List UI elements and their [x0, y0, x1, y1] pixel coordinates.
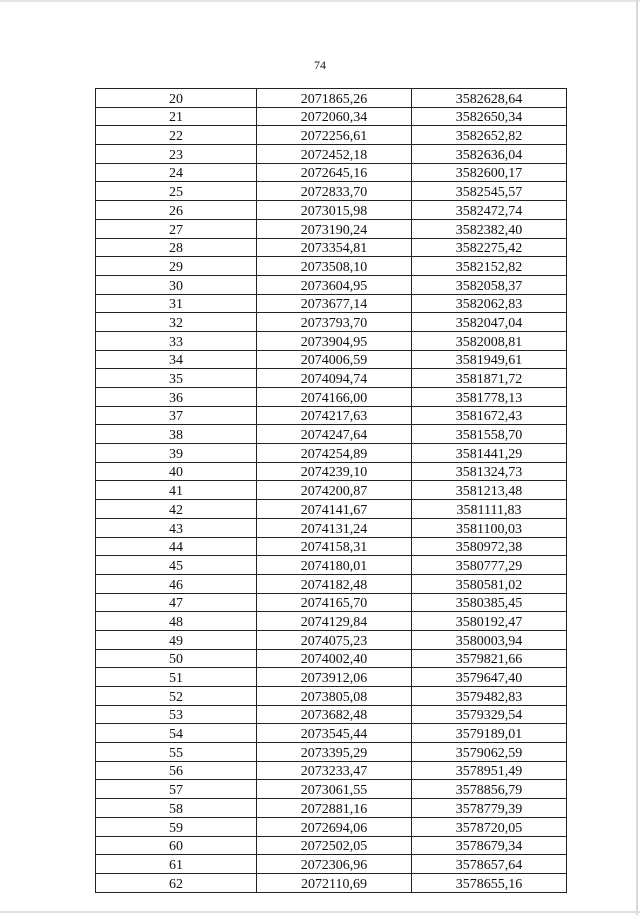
y-coordinate-cell: 3582047,04: [412, 313, 567, 332]
table-row: [96, 444, 567, 463]
y-coordinate-cell: 3578720,05: [412, 817, 567, 836]
y-coordinate-cell: 3578657,64: [412, 855, 567, 874]
table-row: [96, 668, 567, 687]
x-coordinate-cell: 2073682,48: [257, 705, 412, 724]
table-row: [96, 219, 567, 238]
y-coordinate-cell: 3580192,47: [412, 612, 567, 631]
point-number-cell: 21: [96, 107, 257, 126]
table-row: [96, 331, 567, 350]
point-number-cell: 49: [96, 630, 257, 649]
table-row: [96, 406, 567, 425]
table-row: [96, 350, 567, 369]
table-row: [96, 799, 567, 818]
x-coordinate-cell: 2072060,34: [257, 107, 412, 126]
x-coordinate-cell: 2073508,10: [257, 257, 412, 276]
x-coordinate-cell: 2072694,06: [257, 817, 412, 836]
x-coordinate-cell: 2073604,95: [257, 275, 412, 294]
x-coordinate-cell: 2072306,96: [257, 855, 412, 874]
table-row: [96, 369, 567, 388]
table-row: [96, 201, 567, 220]
point-number-cell: 22: [96, 126, 257, 145]
point-number-cell: 25: [96, 182, 257, 201]
table-row: [96, 107, 567, 126]
x-coordinate-cell: 2073395,29: [257, 743, 412, 762]
x-coordinate-cell: 2072110,69: [257, 873, 412, 892]
x-coordinate-cell: 2074217,63: [257, 406, 412, 425]
y-coordinate-cell: 3581213,48: [412, 481, 567, 500]
x-coordinate-cell: 2074239,10: [257, 462, 412, 481]
y-coordinate-cell: 3581100,03: [412, 518, 567, 537]
point-number-cell: 38: [96, 425, 257, 444]
point-number-cell: 40: [96, 462, 257, 481]
table-row: [96, 257, 567, 276]
point-number-cell: 20: [96, 89, 257, 108]
x-coordinate-cell: 2073061,55: [257, 780, 412, 799]
point-number-cell: 57: [96, 780, 257, 799]
y-coordinate-cell: 3580972,38: [412, 537, 567, 556]
scan-edge-bottom: [0, 911, 640, 913]
table-row: [96, 836, 567, 855]
x-coordinate-cell: 2074166,00: [257, 388, 412, 407]
x-coordinate-cell: 2072452,18: [257, 145, 412, 164]
point-number-cell: 53: [96, 705, 257, 724]
table-row: [96, 630, 567, 649]
point-number-cell: 29: [96, 257, 257, 276]
x-coordinate-cell: 2074006,59: [257, 350, 412, 369]
table-row: [96, 294, 567, 313]
y-coordinate-cell: 3582008,81: [412, 331, 567, 350]
point-number-cell: 55: [96, 743, 257, 762]
point-number-cell: 23: [96, 145, 257, 164]
table-row: [96, 313, 567, 332]
y-coordinate-cell: 3579821,66: [412, 649, 567, 668]
coordinates-table: [95, 88, 567, 893]
table-row: [96, 817, 567, 836]
point-number-cell: 34: [96, 350, 257, 369]
y-coordinate-cell: 3582062,83: [412, 294, 567, 313]
x-coordinate-cell: 2073805,08: [257, 687, 412, 706]
y-coordinate-cell: 3579329,54: [412, 705, 567, 724]
table-row: [96, 182, 567, 201]
point-number-cell: 46: [96, 574, 257, 593]
point-number-cell: 54: [96, 724, 257, 743]
table-row: [96, 649, 567, 668]
x-coordinate-cell: 2074158,31: [257, 537, 412, 556]
x-coordinate-cell: 2072645,16: [257, 163, 412, 182]
y-coordinate-cell: 3578951,49: [412, 761, 567, 780]
coordinates-table-body: [96, 89, 567, 893]
y-coordinate-cell: 3581949,61: [412, 350, 567, 369]
x-coordinate-cell: 2074075,23: [257, 630, 412, 649]
table-row: [96, 873, 567, 892]
point-number-cell: 43: [96, 518, 257, 537]
table-row: [96, 761, 567, 780]
table-row: [96, 855, 567, 874]
point-number-cell: 33: [96, 331, 257, 350]
x-coordinate-cell: 2074180,01: [257, 556, 412, 575]
table-row: [96, 556, 567, 575]
x-coordinate-cell: 2073190,24: [257, 219, 412, 238]
point-number-cell: 27: [96, 219, 257, 238]
y-coordinate-cell: 3580777,29: [412, 556, 567, 575]
x-coordinate-cell: 2074200,87: [257, 481, 412, 500]
point-number-cell: 59: [96, 817, 257, 836]
point-number-cell: 44: [96, 537, 257, 556]
table-row: [96, 743, 567, 762]
y-coordinate-cell: 3579647,40: [412, 668, 567, 687]
y-coordinate-cell: 3579189,01: [412, 724, 567, 743]
y-coordinate-cell: 3582152,82: [412, 257, 567, 276]
point-number-cell: 62: [96, 873, 257, 892]
x-coordinate-cell: 2073233,47: [257, 761, 412, 780]
x-coordinate-cell: 2073015,98: [257, 201, 412, 220]
table-row: [96, 238, 567, 257]
table-row: [96, 612, 567, 631]
table-row: [96, 145, 567, 164]
point-number-cell: 36: [96, 388, 257, 407]
x-coordinate-cell: 2073354,81: [257, 238, 412, 257]
y-coordinate-cell: 3581111,83: [412, 500, 567, 519]
point-number-cell: 58: [96, 799, 257, 818]
table-row: [96, 462, 567, 481]
y-coordinate-cell: 3580581,02: [412, 574, 567, 593]
point-number-cell: 48: [96, 612, 257, 631]
x-coordinate-cell: 2072256,61: [257, 126, 412, 145]
x-coordinate-cell: 2074182,48: [257, 574, 412, 593]
x-coordinate-cell: 2073912,06: [257, 668, 412, 687]
x-coordinate-cell: 2072833,70: [257, 182, 412, 201]
scan-edge-top: [0, 0, 640, 2]
x-coordinate-cell: 2074129,84: [257, 612, 412, 631]
point-number-cell: 39: [96, 444, 257, 463]
y-coordinate-cell: 3581871,72: [412, 369, 567, 388]
table-row: [96, 89, 567, 108]
point-number-cell: 28: [96, 238, 257, 257]
point-number-cell: 31: [96, 294, 257, 313]
point-number-cell: 56: [96, 761, 257, 780]
x-coordinate-cell: 2074002,40: [257, 649, 412, 668]
y-coordinate-cell: 3580003,94: [412, 630, 567, 649]
point-number-cell: 24: [96, 163, 257, 182]
table-row: [96, 780, 567, 799]
y-coordinate-cell: 3582600,17: [412, 163, 567, 182]
point-number-cell: 26: [96, 201, 257, 220]
y-coordinate-cell: 3582545,57: [412, 182, 567, 201]
y-coordinate-cell: 3582636,04: [412, 145, 567, 164]
y-coordinate-cell: 3578655,16: [412, 873, 567, 892]
y-coordinate-cell: 3582628,64: [412, 89, 567, 108]
x-coordinate-cell: 2073904,95: [257, 331, 412, 350]
y-coordinate-cell: 3580385,45: [412, 593, 567, 612]
y-coordinate-cell: 3579482,83: [412, 687, 567, 706]
point-number-cell: 35: [96, 369, 257, 388]
x-coordinate-cell: 2072881,16: [257, 799, 412, 818]
x-coordinate-cell: 2073793,70: [257, 313, 412, 332]
point-number-cell: 45: [96, 556, 257, 575]
table-row: [96, 593, 567, 612]
table-row: [96, 425, 567, 444]
table-row: [96, 687, 567, 706]
y-coordinate-cell: 3581558,70: [412, 425, 567, 444]
y-coordinate-cell: 3582652,82: [412, 126, 567, 145]
x-coordinate-cell: 2074141,67: [257, 500, 412, 519]
point-number-cell: 32: [96, 313, 257, 332]
y-coordinate-cell: 3581672,43: [412, 406, 567, 425]
point-number-cell: 60: [96, 836, 257, 855]
table-row: [96, 574, 567, 593]
table-row: [96, 500, 567, 519]
point-number-cell: 42: [96, 500, 257, 519]
table-row: [96, 163, 567, 182]
x-coordinate-cell: 2071865,26: [257, 89, 412, 108]
point-number-cell: 50: [96, 649, 257, 668]
scan-edge-right: [636, 0, 638, 915]
point-number-cell: 51: [96, 668, 257, 687]
point-number-cell: 52: [96, 687, 257, 706]
table-row: [96, 388, 567, 407]
y-coordinate-cell: 3578856,79: [412, 780, 567, 799]
x-coordinate-cell: 2073545,44: [257, 724, 412, 743]
x-coordinate-cell: 2074247,64: [257, 425, 412, 444]
y-coordinate-cell: 3582650,34: [412, 107, 567, 126]
table-row: [96, 275, 567, 294]
table-row: [96, 724, 567, 743]
x-coordinate-cell: 2074131,24: [257, 518, 412, 537]
point-number-cell: 30: [96, 275, 257, 294]
y-coordinate-cell: 3582058,37: [412, 275, 567, 294]
page-number: 74: [314, 58, 326, 72]
x-coordinate-cell: 2074254,89: [257, 444, 412, 463]
table-row: [96, 705, 567, 724]
table-row: [96, 518, 567, 537]
point-number-cell: 37: [96, 406, 257, 425]
y-coordinate-cell: 3581324,73: [412, 462, 567, 481]
table-row: [96, 537, 567, 556]
y-coordinate-cell: 3581441,29: [412, 444, 567, 463]
x-coordinate-cell: 2072502,05: [257, 836, 412, 855]
y-coordinate-cell: 3582275,42: [412, 238, 567, 257]
x-coordinate-cell: 2073677,14: [257, 294, 412, 313]
table-row: [96, 481, 567, 500]
y-coordinate-cell: 3582382,40: [412, 219, 567, 238]
table-row: [96, 126, 567, 145]
point-number-cell: 41: [96, 481, 257, 500]
point-number-cell: 47: [96, 593, 257, 612]
y-coordinate-cell: 3582472,74: [412, 201, 567, 220]
y-coordinate-cell: 3578779,39: [412, 799, 567, 818]
point-number-cell: 61: [96, 855, 257, 874]
y-coordinate-cell: 3581778,13: [412, 388, 567, 407]
x-coordinate-cell: 2074094,74: [257, 369, 412, 388]
x-coordinate-cell: 2074165,70: [257, 593, 412, 612]
y-coordinate-cell: 3578679,34: [412, 836, 567, 855]
y-coordinate-cell: 3579062,59: [412, 743, 567, 762]
